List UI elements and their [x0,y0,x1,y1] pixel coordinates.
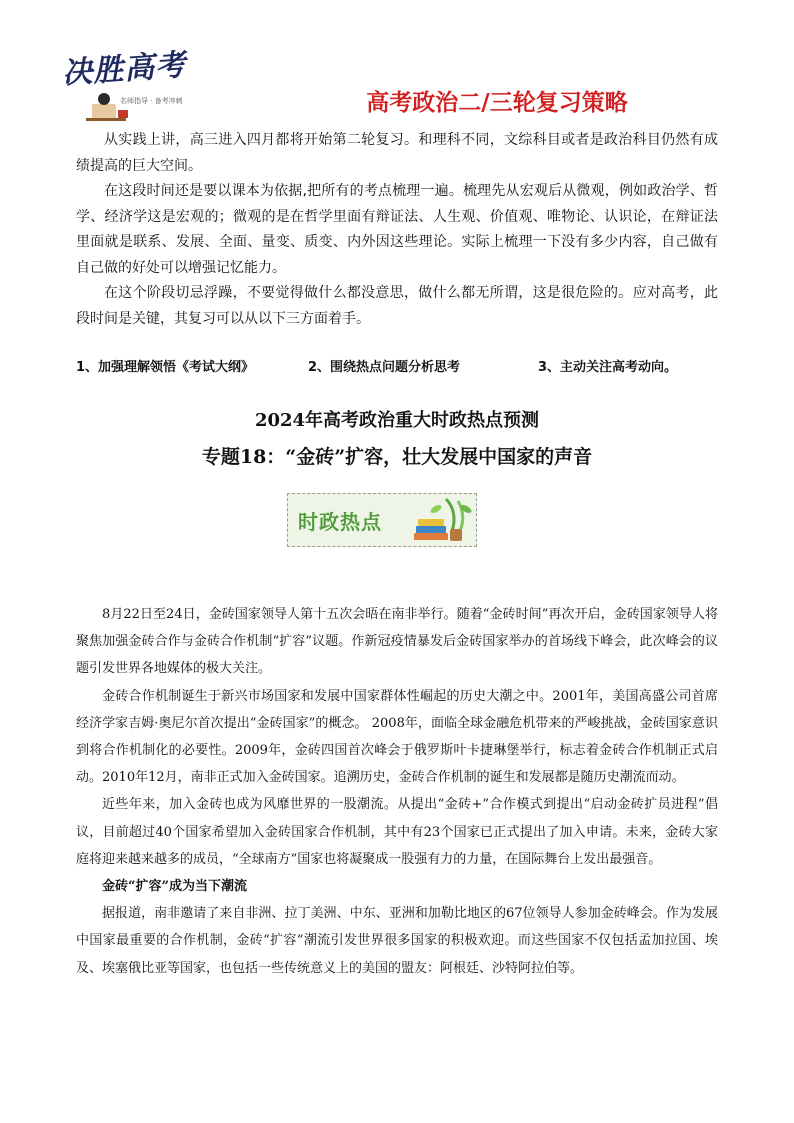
intro-paragraph: 在这段时间还是要以课本为依据,把所有的考点梳理一遍。梳理先从宏观后从微观，例如政治学、哲学、经济学这是宏观的；微观的是在哲学里面有辩证法、人生观、价值观、唯物论、认识论，在辩证法里面就是联系、发展、全面、量变、质变、内外因这些理论。实际上梳理一下没有多少内容，自己做有自己做的好处可以增强记忆能力。 [76,183,718,276]
banner-label: 时政热点 [298,510,382,534]
logo-tagline: 名师指导 · 备考冲刺 [120,97,183,105]
main-title: 2024年高考政治重大时政热点预测 [254,410,540,431]
section-subheading: 金砖“扩容”成为当下潮流 [102,879,247,895]
strategy-title: 高考政治二/三轮复习策略 [366,90,628,116]
step-item: 2、围绕热点问题分析思考 [308,360,461,375]
topic-title: 专题18：“金砖”扩容，壮大发展中国家的声音 [201,446,593,468]
article-paragraph: 近些年来，加入金砖也成为风靡世界的一股潮流。从提出“金砖+”合作模式到提出“启动金砖扩员进程”倡议，目前超过40个国家希望加入金砖国家合作机制，其中有23个国家已正式提出了加入申请。未来，金砖大家庭将迎来越来越多的成员，“全球南方”国家也将凝聚成一股强有力的力量，在国际舞台上发出最强音。 [76,797,718,867]
intro-paragraph: 从实践上讲，高三进入四月都将开始第二轮复习。和理科不同，文综科目或者是政治科目仍然有成绩提高的巨大空间。 [76,132,718,174]
intro-section [76,128,718,332]
article-paragraph: 据报道，南非邀请了来自非洲、拉丁美洲、中东、亚洲和加勒比地区的67位领导人参加金砖峰会。作为发展中国家最重要的合作机制，金砖“扩容”潮流引发世界很多国家的积极欢迎。而这些国家不仅包括孟加拉国、埃及、埃塞俄比亚等国家，也包括一些传统意义上的美国的盟友：阿根廷、沙特阿拉伯等。 [76,906,718,976]
logo-text: 决胜高考 [61,47,188,92]
hot-topic-banner [287,493,477,547]
intro-paragraph: 在这个阶段切忌浮躁，不要觉得做什么都没意思，做什么都无所谓，这是很危险的。应对高考，此段时间是关键，其复习可以从以下三方面着手。 [76,285,718,327]
step-item: 3、主动关注高考动向。 [538,360,678,375]
books-plant-icon [406,495,474,545]
article-paragraph: 金砖合作机制诞生于新兴市场国家和发展中国家群体性崛起的历史大潮之中。2001年，美国高盛公司首席经济学家吉姆·奥尼尔首次提出“金砖国家”的概念。 2008年，面临全球金融危机带来的严峻挑战，金砖国家意识到将合作机制化的必要性。2009年，金砖四国首次峰会于俄罗斯叶卡捷琳堡举行，标志着金砖合作机制正式启动。2010年12月，南非正式加入金砖国家。追溯历史，金砖合作机制的诞生和发展都是随历史潮流而动。 [76,688,718,786]
article-body [76,601,718,982]
step-item: 1、加强理解领悟《考试大纲》 [76,360,255,375]
article-paragraph: 8月22日至24日，金砖国家领导人第十五次会晤在南非举行。随着“金砖时间”再次开启，金砖国家领导人将聚焦加强金砖合作与金砖合作机制“扩容”议题。作新冠疫情暴发后金砖国家举办的首场线下峰会，此次峰会的议题引发世界各地媒体的极大关注。 [76,607,718,677]
